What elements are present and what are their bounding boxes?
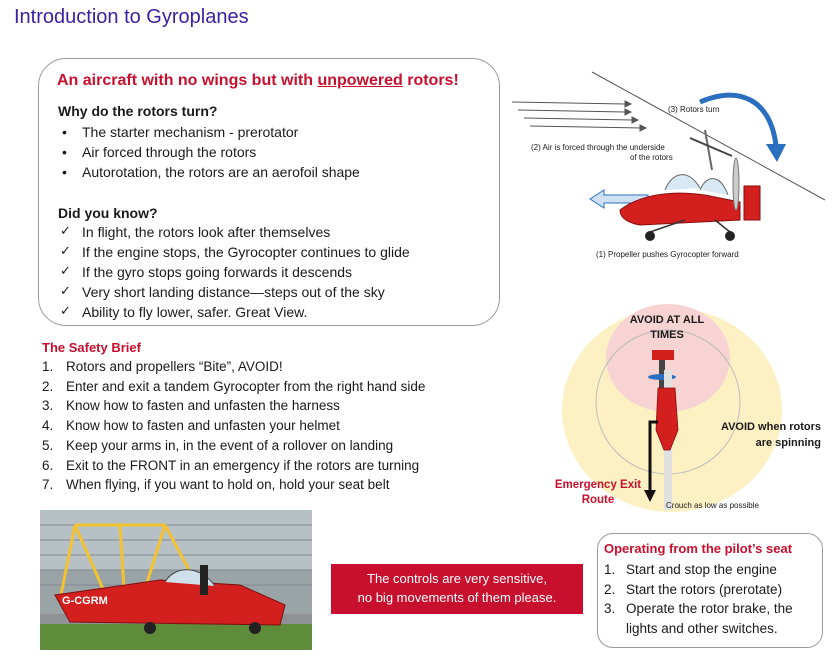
incoming-air-arrows (512, 101, 646, 131)
avoid-rotors-label: AVOID when rotors are spinning (720, 421, 821, 449)
label-air-forced-1: (2) Air is forced through the underside (531, 143, 665, 152)
label-air-forced-2: of the rotors (630, 153, 673, 162)
operating-title: Operating from the pilot’s seat (604, 541, 793, 556)
list-item: ✓ Very short landing distance—steps out of the sky (58, 282, 410, 302)
list-item: 1. Start and stop the engine (604, 562, 777, 577)
list-item: 3. Operate the rotor brake, the lights and other switches. (604, 601, 793, 636)
operating-list (604, 560, 818, 638)
list-item: 5. Keep your arms in, in the event of a rollover on landing (42, 437, 394, 453)
page-title: Introduction to Gyroplanes (14, 6, 249, 28)
headline-underlined: unpowered (317, 72, 403, 89)
headline-pre: An aircraft with no wings but with (57, 72, 318, 89)
label-propeller: (1) Propeller pushes Gyrocopter forward (596, 250, 739, 259)
list-item: • Air forced through the rotors (58, 142, 360, 162)
crouch-label: Crouch as low as possible (666, 501, 759, 510)
list-item: 2. Start the rotors (prerotate) (604, 581, 783, 597)
rotors-turn-arrowhead (766, 144, 786, 162)
avoid-all-times-label: AVOID AT ALL TIMES (629, 314, 705, 341)
list-item: 2. Enter and exit a tandem Gyrocopter from the right hand side (42, 378, 426, 394)
label-rotors-turn: (3) Rotors turn (668, 105, 720, 114)
headline (57, 72, 459, 90)
list-item: ✓ If the engine stops, the Gyrocopter continues to glide (58, 242, 410, 262)
safety-list (42, 357, 425, 495)
list-item: 3. Know how to fasten and unfasten the harness (42, 398, 340, 414)
emergency-exit-label: Emergency Exit Route (554, 479, 642, 506)
list-item: 4. Know how to fasten and unfasten your helmet (42, 418, 340, 434)
know-title: Did you know? (58, 205, 158, 221)
list-item: ✓ In flight, the rotors look after themselves (58, 222, 410, 242)
banner-line-2: no big movements of them please. (357, 590, 557, 605)
headline-post: rotors! (402, 72, 459, 89)
list-item: 7. When flying, if you want to hold on, hold your seat belt (42, 477, 390, 493)
controls-warning-banner (331, 564, 583, 614)
list-item: ✓ If the gyro stops going forwards it descends (58, 262, 410, 282)
registration-text: G-CGRM (62, 595, 108, 607)
banner-line-1: The controls are very sensitive, (367, 571, 547, 586)
list-item: 1. Rotors and propellers “Bite”, AVOID! (42, 359, 283, 374)
gyrocopter-photo (40, 510, 312, 650)
why-title: Why do the rotors turn? (58, 103, 218, 119)
list-item: • Autorotation, the rotors are an aerofoil shape (58, 162, 360, 182)
why-list (58, 122, 360, 182)
list-item: ✓ Ability to fly lower, safer. Great View. (58, 302, 410, 322)
safety-title: The Safety Brief (42, 340, 141, 355)
airflow-diagram (500, 60, 830, 270)
know-list (58, 222, 410, 322)
list-item: 6. Exit to the FRONT in an emergency if the rotors are turning (42, 457, 420, 473)
list-item: • The starter mechanism - prerotator (58, 122, 360, 142)
